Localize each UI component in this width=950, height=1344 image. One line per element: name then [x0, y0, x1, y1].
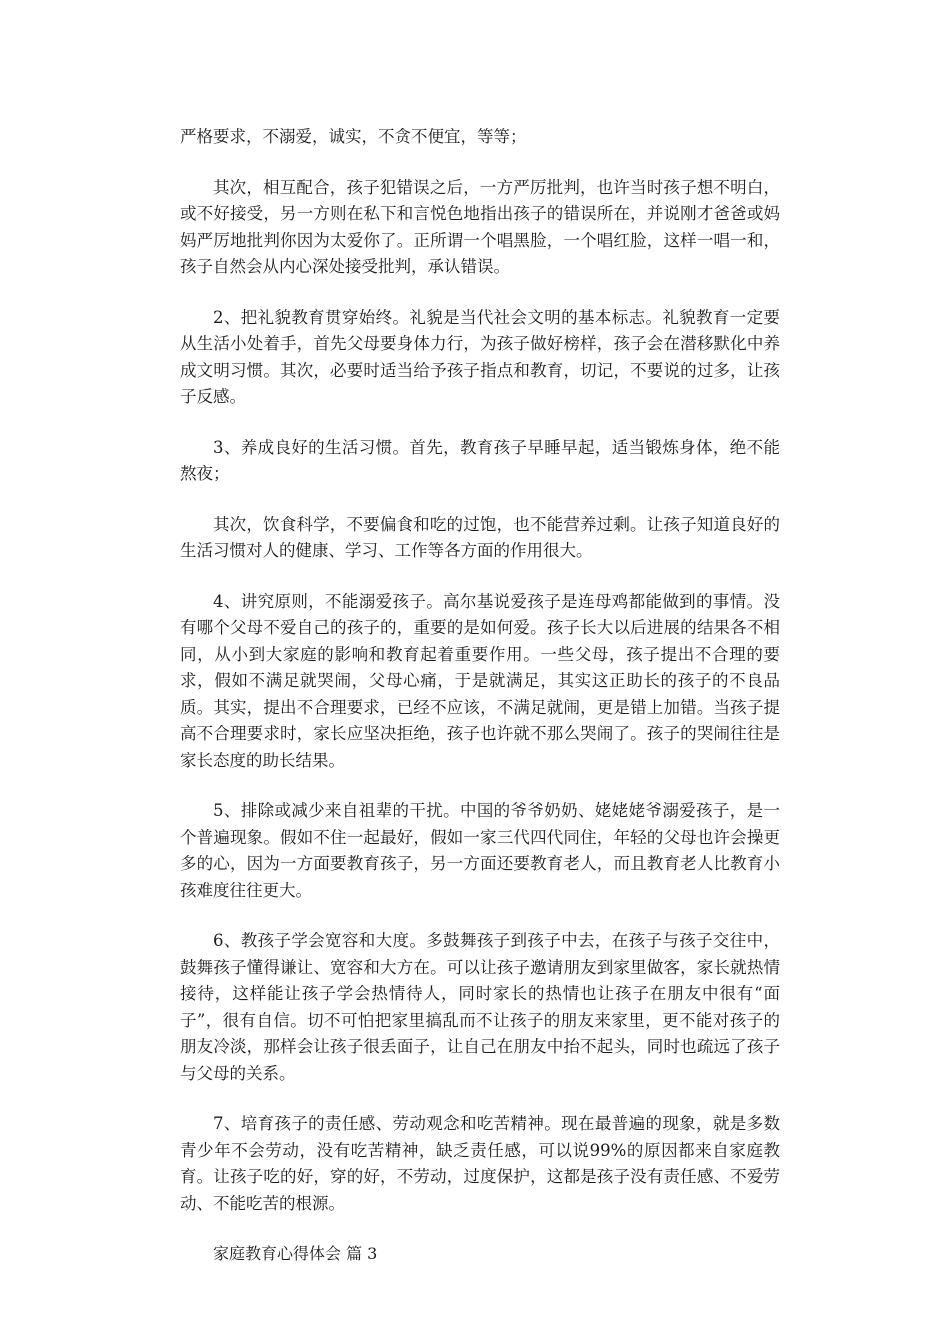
section-title: 家庭教育心得体会 篇 3: [213, 1244, 378, 1263]
paragraph-7: 6、教孩子学会宽容和大度。多鼓舞孩子到孩子中去，在孩子与孩子交往中，鼓舞孩子懂得谦让、宽容和大方在。可以让孩子邀请朋友到家里做客，家长就热情接待，这样能让孩子学会热情待人，同时家长的热情也让孩子在朋友中很有“面子”，很有自信。切不可怕把家里搞乱而不让孩子的朋友来家里，更不能对孩子的朋友冷淡，那样会让孩子很丢面子，让自己在朋友中抬不起头，同时也疏远了孩子与父母的关系。: [180, 931, 780, 1083]
document-page: [180, 124, 780, 1267]
paragraph-1: 其次，相互配合，孩子犯错误之后，一方严厉批判，也许当时孩子想不明白，或不好接受，另一方则在私下和言悦色地指出孩子的错误所在，并说刚才爸爸或妈妈严厉地批判你因为太爱你了。正所谓一个唱黑脸，一个唱红脸，这样一唱一和，孩子自然会从内心深处接受批判，承认错误。: [180, 177, 780, 276]
paragraph-6: 5、排除或减少来自祖辈的干扰。中国的爷爷奶奶、姥姥姥爷溺爱孩子，是一个普遍现象。假如不住一起最好，假如一家三代四代同住，年轻的父母也许会操更多的心，因为一方面要教育孩子，另一方面还要教育老人，而且教育老人比教育小孩难度往往更大。: [180, 801, 780, 900]
paragraph-0: 严格要求，不溺爱，诚实，不贪不便宜，等等；: [180, 127, 527, 146]
paragraph-3: 3、养成良好的生活习惯。首先，教育孩子早睡早起，适当锻炼身体，绝不能熬夜；: [180, 437, 780, 483]
paragraph-2: 2、把礼貌教育贯穿始终。礼貌是当代社会文明的基本标志。礼貌教育一定要从生活小处着手，首先父母要身体力行，为孩子做好榜样，孩子会在潜移默化中养成文明习惯。其次，必要时适当给予孩子指点和教育，切记，不要说的过多，让孩子反感。: [180, 307, 780, 406]
paragraph-8: 7、培育孩子的责任感、劳动观念和吃苦精神。现在最普遍的现象，就是多数青少年不会劳动，没有吃苦精神，缺乏责任感，可以说99%的原因都来自家庭教育。让孩子吃的好，穿的好，不劳动，过度保护，这都是孩子没有责任感、不爱劳动、不能吃苦的根源。: [180, 1114, 780, 1213]
paragraph-4: 其次，饮食科学，不要偏食和吃的过饱，也不能营养过剩。让孩子知道良好的生活习惯对人的健康、学习、工作等各方面的作用很大。: [180, 514, 780, 560]
paragraph-5: 4、讲究原则，不能溺爱孩子。高尔基说爱孩子是连母鸡都能做到的事情。没有哪个父母不爱自己的孩子的，重要的是如何爱。孩子长大以后进展的结果各不相同，从小到大家庭的影响和教育起着重要作用。一些父母，孩子提出不合理的要求，假如不满足就哭闹，父母心痛，于是就满足，其实这正助长的孩子的不良品质。其实，提出不合理要求，已经不应该，不满足就闹，更是错上加错。当孩子提高不合理要求时，家长应坚决拒绝，孩子也许就不那么哭闹了。孩子的哭闹往往是家长态度的助长结果。: [180, 591, 780, 770]
